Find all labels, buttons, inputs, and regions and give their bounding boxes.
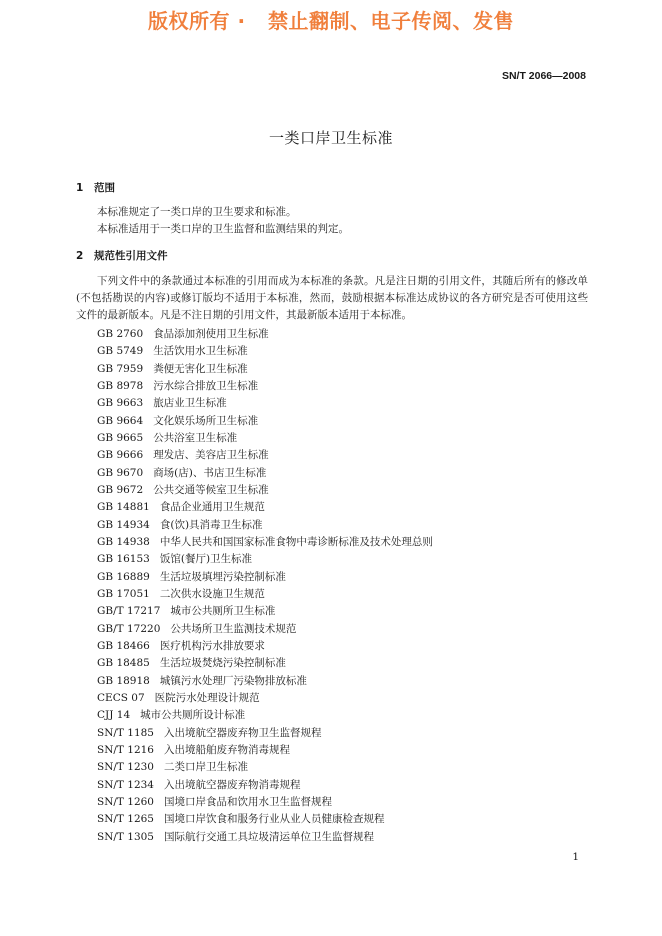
reference-title: 城镇污水处理厂污染物排放标准 xyxy=(159,674,307,687)
reference-title: 商场(店)、书店卫生标准 xyxy=(153,466,267,479)
reference-code: SN/T 1260 xyxy=(97,795,154,808)
reference-code: GB 9670 xyxy=(97,466,144,479)
reference-item xyxy=(97,586,587,603)
reference-code: GB 9672 xyxy=(97,483,144,496)
reference-title: 旅店业卫生标准 xyxy=(153,397,227,410)
reference-title: 二类口岸卫生标准 xyxy=(164,761,248,774)
section-heading-scope xyxy=(76,180,115,195)
reference-item xyxy=(97,673,587,690)
reference-item xyxy=(97,361,587,378)
reference-code: GB 16153 xyxy=(97,553,150,566)
reference-item xyxy=(97,603,587,620)
reference-code: GB 18918 xyxy=(97,674,150,687)
reference-item xyxy=(97,569,587,586)
reference-title: 生活垃圾焚烧污染控制标准 xyxy=(159,657,286,670)
reference-item xyxy=(97,447,587,464)
reference-code: GB 7959 xyxy=(97,362,144,375)
reference-item xyxy=(97,430,587,447)
reference-item xyxy=(97,534,587,551)
reference-item xyxy=(97,343,587,360)
reference-item xyxy=(97,777,587,794)
reference-code: GB 5749 xyxy=(97,345,144,358)
reference-item xyxy=(97,742,587,759)
reference-item xyxy=(97,655,587,672)
reference-item xyxy=(97,725,587,742)
reference-title: 国境口岸食品和饮用水卫生监督规程 xyxy=(164,795,332,808)
reference-title: 入出境船舶废弃物消毒规程 xyxy=(164,743,290,756)
reference-code: SN/T 1185 xyxy=(97,726,154,739)
reference-item xyxy=(97,707,587,724)
reference-code: GB/T 17217 xyxy=(97,605,161,618)
reference-code: SN/T 1230 xyxy=(97,761,154,774)
scope-paragraph: 本标准适用于一类口岸的卫生监督和监测结果的判定。 xyxy=(97,223,349,235)
section-title: 规范性引用文件 xyxy=(94,250,168,262)
reference-code: SN/T 1234 xyxy=(97,778,154,791)
reference-code: GB/T 17220 xyxy=(97,622,161,635)
reference-item xyxy=(97,499,587,516)
reference-item xyxy=(97,829,587,846)
reference-item xyxy=(97,638,587,655)
reference-item xyxy=(97,395,587,412)
reference-title: 污水综合排放卫生标准 xyxy=(153,379,259,392)
reference-title: 生活垃圾填埋污染控制标准 xyxy=(159,570,286,583)
reference-code: GB 9663 xyxy=(97,397,144,410)
reference-code: GB 8978 xyxy=(97,379,144,392)
document-title: 一类口岸卫生标准 xyxy=(268,129,393,147)
reference-title: 公共场所卫生监测技术规范 xyxy=(170,622,297,635)
reference-title: 饭馆(餐厅)卫生标准 xyxy=(159,553,253,566)
reference-title: 入出境航空器废弃物卫生监督规程 xyxy=(164,726,322,739)
reference-code: SN/T 1305 xyxy=(97,830,154,843)
reference-title: 公共浴室卫生标准 xyxy=(153,431,238,444)
reference-title: 二次供水设施卫生规范 xyxy=(159,587,265,600)
scope-paragraph: 本标准规定了一类口岸的卫生要求和标准。 xyxy=(97,206,297,218)
reference-item xyxy=(97,690,587,707)
reference-item xyxy=(97,759,587,776)
reference-code: GB 17051 xyxy=(97,587,150,600)
reference-code: SN/T 1265 xyxy=(97,813,154,826)
reference-item xyxy=(97,621,587,638)
reference-title: 医院污水处理设计规范 xyxy=(154,691,260,704)
page-number: 1 xyxy=(572,851,579,863)
reference-item xyxy=(97,811,587,828)
reference-item xyxy=(97,413,587,430)
reference-item xyxy=(97,517,587,534)
reference-item xyxy=(97,482,587,499)
reference-item xyxy=(97,551,587,568)
reference-title: 国境口岸饮食和服务行业从业人员健康检查规程 xyxy=(164,813,385,826)
reference-code: CECS 07 xyxy=(97,691,145,704)
reference-title: 中华人民共和国国家标准食物中毒诊断标准及技术处理总则 xyxy=(159,535,433,548)
reference-item xyxy=(97,326,587,343)
reference-code: GB 14938 xyxy=(97,535,150,548)
references-intro-paragraph: 下列文件中的条款通过本标准的引用而成为本标准的条款。凡是注日期的引用文件，其随后所有的修改单(不包括勘误的内容)或修订版均不适用于本标准，然而，鼓励根据本标准达成协议的各方研究是否可使用这些文件的最新版本。凡是不注日期的引用文件，其最新版本适用于本标准。 xyxy=(76,275,588,322)
reference-code: GB 14881 xyxy=(97,501,150,514)
reference-code: CJJ 14 xyxy=(97,709,131,722)
reference-title: 文化娱乐场所卫生标准 xyxy=(153,414,259,427)
section-number: 1 xyxy=(76,182,84,194)
reference-code: GB 9666 xyxy=(97,449,144,462)
reference-code: GB 2760 xyxy=(97,328,144,340)
reference-title: 医疗机构污水排放要求 xyxy=(159,639,265,652)
section-heading-references xyxy=(76,248,168,263)
reference-title: 城市公共厕所设计标准 xyxy=(140,709,246,722)
reference-title: 国际航行交通工具垃圾清运单位卫生监督规程 xyxy=(164,830,374,843)
reference-title: 城市公共厕所卫生标准 xyxy=(170,605,276,618)
reference-title: 生活饮用水卫生标准 xyxy=(153,345,248,358)
reference-code: GB 14934 xyxy=(97,518,150,531)
reference-item xyxy=(97,794,587,811)
reference-list xyxy=(97,326,587,846)
reference-code: GB 16889 xyxy=(97,570,150,583)
section-title: 范围 xyxy=(94,182,115,194)
reference-code: GB 18485 xyxy=(97,657,150,670)
reference-title: 入出境航空器废弃物消毒规程 xyxy=(164,778,301,791)
reference-title: 理发店、美容店卫生标准 xyxy=(153,449,269,462)
reference-title: 食品添加剂使用卫生标准 xyxy=(153,328,269,340)
watermark-banner: 版权所有 · 禁止翻制、电子传阅、发售 xyxy=(148,9,514,33)
reference-title: 食品企业通用卫生规范 xyxy=(159,501,265,514)
reference-code: GB 9665 xyxy=(97,431,144,444)
reference-code: SN/T 1216 xyxy=(97,743,154,756)
reference-code: GB 9664 xyxy=(97,414,144,427)
document-code: SN/T 2066—2008 xyxy=(501,70,586,82)
reference-title: 食(饮)具消毒卫生标准 xyxy=(159,518,263,531)
section-number: 2 xyxy=(76,250,84,262)
reference-item xyxy=(97,465,587,482)
reference-code: GB 18466 xyxy=(97,639,150,652)
reference-title: 粪便无害化卫生标准 xyxy=(153,362,248,375)
reference-item xyxy=(97,378,587,395)
reference-title: 公共交通等候室卫生标准 xyxy=(153,483,269,496)
